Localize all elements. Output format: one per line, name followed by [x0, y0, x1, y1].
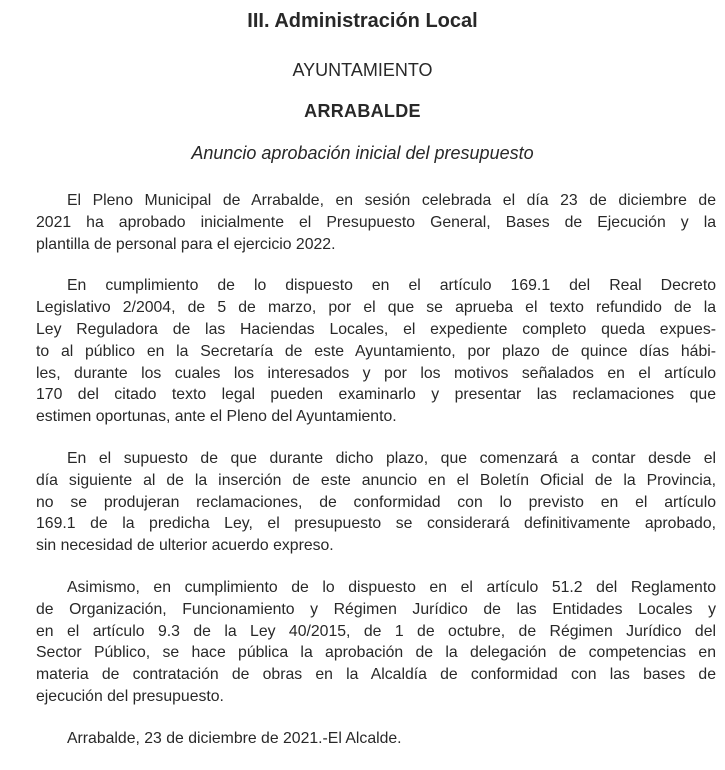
section-title: III. Administración Local [247, 10, 478, 32]
document-body [36, 190, 716, 750]
organization-heading: AYUNTAMIENTO [292, 60, 433, 80]
text-line: El Pleno Municipal de Arrabalde, en sesión celebrada el día 23 de diciembre de [67, 192, 716, 209]
text-line: 2021 ha aprobado inicialmente el Presupuesto General, Bases de Ejecución y la [36, 213, 716, 231]
text-line: 170 del citado texto legal pueden examinarlo y presentar las reclamaciones que [36, 386, 716, 404]
text-line: to al público en la Secretaría de este Ayuntamiento, por plazo de quince días hábi- [36, 342, 716, 360]
text-line: plantilla de personal para el ejercicio 2022. [36, 235, 336, 253]
municipality-heading: ARRABALDE [304, 101, 421, 121]
announcement-subtitle: Anuncio aprobación inicial del presupuesto [191, 143, 534, 163]
text-line: les, durante los cuales los interesados y por los motivos señalados en el artículo [36, 364, 716, 382]
signoff-line: Arrabalde, 23 de diciembre de 2021.-El Alcalde. [67, 729, 402, 747]
paragraph-1 [36, 190, 716, 255]
text-line: estimen oportunas, ante el Pleno del Ayuntamiento. [36, 408, 397, 426]
paragraph-4 [36, 577, 716, 708]
paragraph-2 [36, 275, 716, 428]
text-line: En cumplimiento de lo dispuesto en el artículo 169.1 del Real Decreto [67, 277, 716, 295]
text-line: Ley Reguladora de las Haciendas Locales, el expediente completo queda expues- [36, 320, 716, 338]
paragraph-3 [36, 448, 716, 557]
text-line: de Organización, Funcionamiento y Régimen Jurídico de las Entidades Locales y [36, 600, 716, 618]
text-line: Asimismo, en cumplimiento de lo dispuesto en el artículo 51.2 del Reglamento [67, 578, 716, 596]
text-line: no se produjeran reclamaciones, de conformidad con lo previsto en el artículo [36, 493, 716, 511]
text-line: sin necesidad de ulterior acuerdo expreso. [36, 537, 334, 555]
text-line: Sector Público, se hace pública la aprobación de la delegación de competencias en [36, 644, 716, 662]
text-line: día siguiente al de la inserción de este anuncio en el Boletín Oficial de la Provincia, [36, 471, 716, 489]
text-line: ejecución del presupuesto. [36, 687, 224, 705]
text-line: en el artículo 9.3 de la Ley 40/2015, de 1 de octubre, de Régimen Jurídico del [36, 622, 716, 640]
text-line: materia de contratación de obras en la Alcaldía de conformidad con las bases de [36, 666, 716, 684]
text-line: En el supuesto de que durante dicho plazo, que comenzará a contar desde el [67, 449, 716, 467]
text-line: 169.1 de la predicha Ley, el presupuesto se considerará definitivamente aprobado, [36, 515, 716, 533]
paragraph-signoff [36, 728, 716, 750]
text-line: Legislativo 2/2004, de 5 de marzo, por el que se aprueba el texto refundido de la [36, 299, 716, 317]
